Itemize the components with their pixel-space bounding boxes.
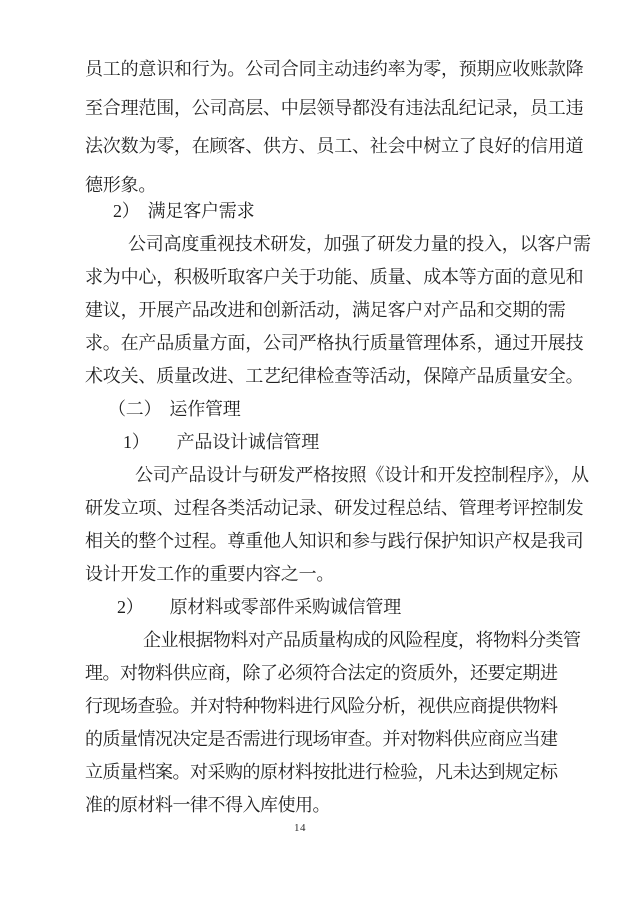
text-line: 研发立项、过程各类活动记录、研发过程总结、管理考评控制发 xyxy=(85,497,584,518)
heading-number: 1） xyxy=(123,431,150,452)
text-line: 求。在产品质量方面，公司严格执行质量管理体系，通过开展技 xyxy=(85,332,584,353)
text-line: 公司产品设计与研发严格按照《设计和开发控制程序》，从 xyxy=(135,464,589,485)
heading-label: 运作管理 xyxy=(169,398,241,419)
heading-number: （二） xyxy=(108,398,162,419)
heading-line xyxy=(85,393,625,426)
text-line: 立质量档案。对采购的原材料按批进行检验，凡未达到规定标 xyxy=(85,761,558,782)
text-line: 求为中心，积极听取客户关于功能、质量、成本等方面的意见和 xyxy=(85,266,584,287)
heading-number: 2） xyxy=(117,596,144,617)
heading-line xyxy=(85,591,625,624)
paragraph-procurement xyxy=(85,624,625,822)
text-line: 的质量情况决定是否需进行现场审查。并对物料供应商应当建 xyxy=(85,728,558,749)
heading-line xyxy=(85,195,625,228)
text-line: 企业根据物料对产品质量构成的风险程度，将物料分类管 xyxy=(143,629,581,650)
text-line: 准的原材料一律不得入库使用。 xyxy=(85,794,330,815)
text-line: 员工的意识和行为。公司合同主动违约率为零，预期应收账款降 xyxy=(85,59,584,79)
text-block xyxy=(85,50,625,822)
heading-number: 2） xyxy=(113,200,140,221)
section-body xyxy=(85,195,625,822)
paragraph-credit-image xyxy=(85,50,625,204)
text-line: 至合理范围，公司高层、中层领导都没有违法乱纪记录，员工违 xyxy=(85,97,584,118)
heading-line xyxy=(85,426,625,459)
text-line: 设计开发工作的重要内容之一。 xyxy=(85,563,335,584)
page-number: 14 xyxy=(294,822,306,834)
text-line: 相关的整个过程。尊重他人知识和参与践行保护知识产权是我司 xyxy=(85,530,584,551)
heading-label: 满足客户需求 xyxy=(147,200,255,221)
text-line: 行现场查验。并对特种物料进行风险分析，视供应商提供物料 xyxy=(85,695,558,716)
text-line: 法次数为零，在顾客、供方、员工、社会中树立了良好的信用道 xyxy=(85,136,584,157)
heading-label: 产品设计诚信管理 xyxy=(176,431,320,452)
heading-label: 原材料或零部件采购诚信管理 xyxy=(169,596,402,617)
text-line: 理。对物料供应商，除了必须符合法定的资质外，还要定期进 xyxy=(85,662,558,683)
text-line: 术攻关、质量改进、工艺纪律检查等活动，保障产品质量安全。 xyxy=(85,365,584,386)
text-line: 建议，开展产品改进和创新活动，满足客户对产品和交期的需 xyxy=(85,299,566,320)
text-line: 德形象。 xyxy=(85,174,157,195)
text-line: 公司高度重视技术研发，加强了研发力量的投入，以客户需 xyxy=(128,233,591,254)
